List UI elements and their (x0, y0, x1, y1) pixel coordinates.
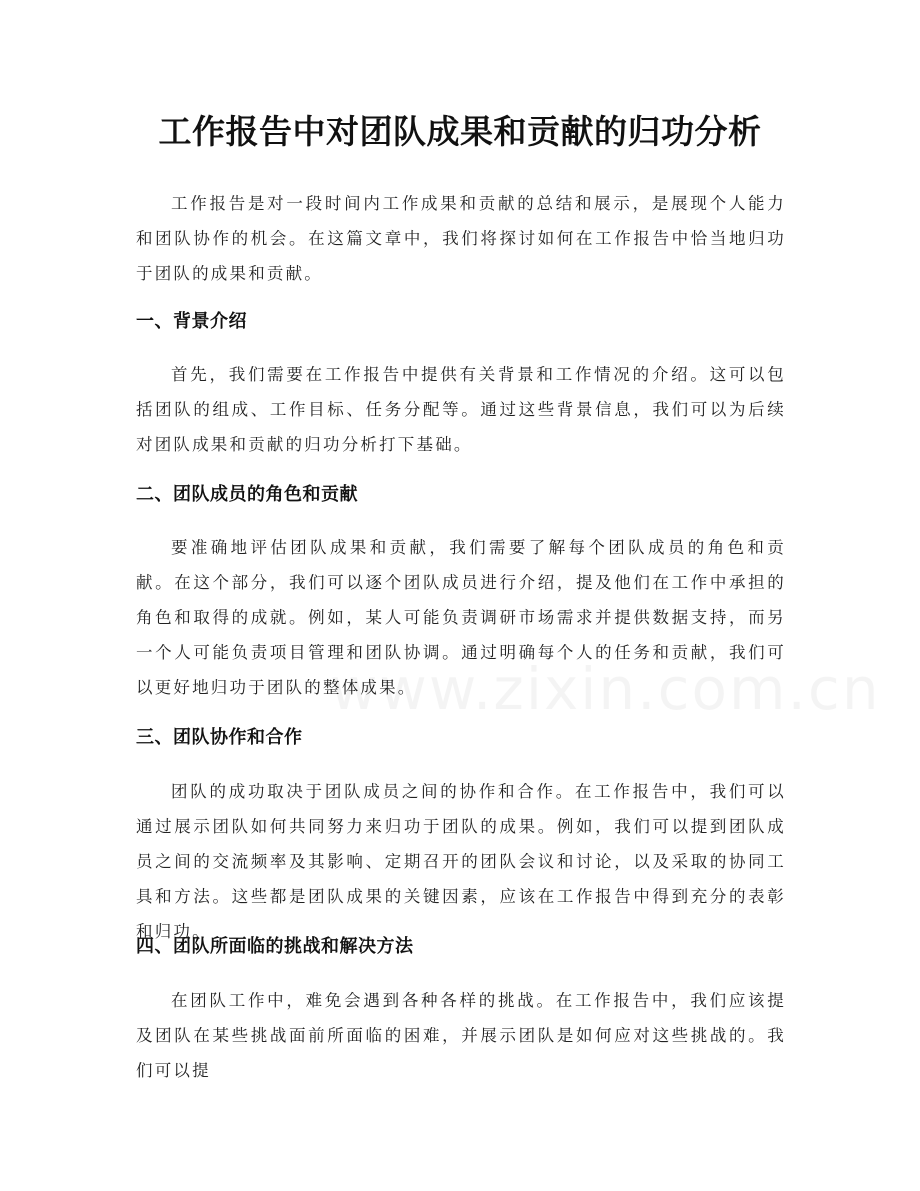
section-heading-member-roles: 二、团队成员的角色和贡献 (136, 484, 358, 505)
section-body-member-roles: 要准确地评估团队成果和贡献，我们需要了解每个团队成员的角色和贡献。在这个部分，我们可以逐个团队成员进行介绍，提及他们在工作中承担的角色和取得的成就。例如，某人可能负责调研市场需求并提供数据支持，而另一个人可能负责项目管理和团队协调。通过明确每个人的任务和贡献，我们可以更好地归功于团队的整体成果。 (136, 538, 786, 697)
section-heading-background: 一、背景介绍 (136, 311, 247, 332)
section-body-background: 首先，我们需要在工作报告中提供有关背景和工作情况的介绍。这可以包括团队的组成、工作目标、任务分配等。通过这些背景信息，我们可以为后续对团队成果和贡献的归功分析打下基础。 (136, 365, 786, 454)
section-body-challenges: 在团队工作中，难免会遇到各种各样的挑战。在工作报告中，我们应该提及团队在某些挑战面前所面临的困难，并展示团队是如何应对这些挑战的。我们可以提 (136, 991, 786, 1080)
document-title: 工作报告中对团队成果和贡献的归功分析 (158, 112, 762, 151)
section-heading-collaboration: 三、团队协作和合作 (136, 727, 303, 748)
intro-paragraph: 工作报告是对一段时间内工作成果和贡献的总结和展示，是展现个人能力和团队协作的机会。在这篇文章中，我们将探讨如何在工作报告中恰当地归功于团队的成果和贡献。 (136, 194, 786, 283)
section-body-collaboration: 团队的成功取决于团队成员之间的协作和合作。在工作报告中，我们可以通过展示团队如何共同努力来归功于团队的成果。例如，我们可以提到团队成员之间的交流频率及其影响、定期召开的团队会议和讨论，以及采取的协同工具和方法。这些都是团队成果的关键因素，应该在工作报告中得到充分的表彰和归功。 (136, 782, 786, 941)
section-heading-challenges: 四、团队所面临的挑战和解决方法 (136, 936, 414, 957)
